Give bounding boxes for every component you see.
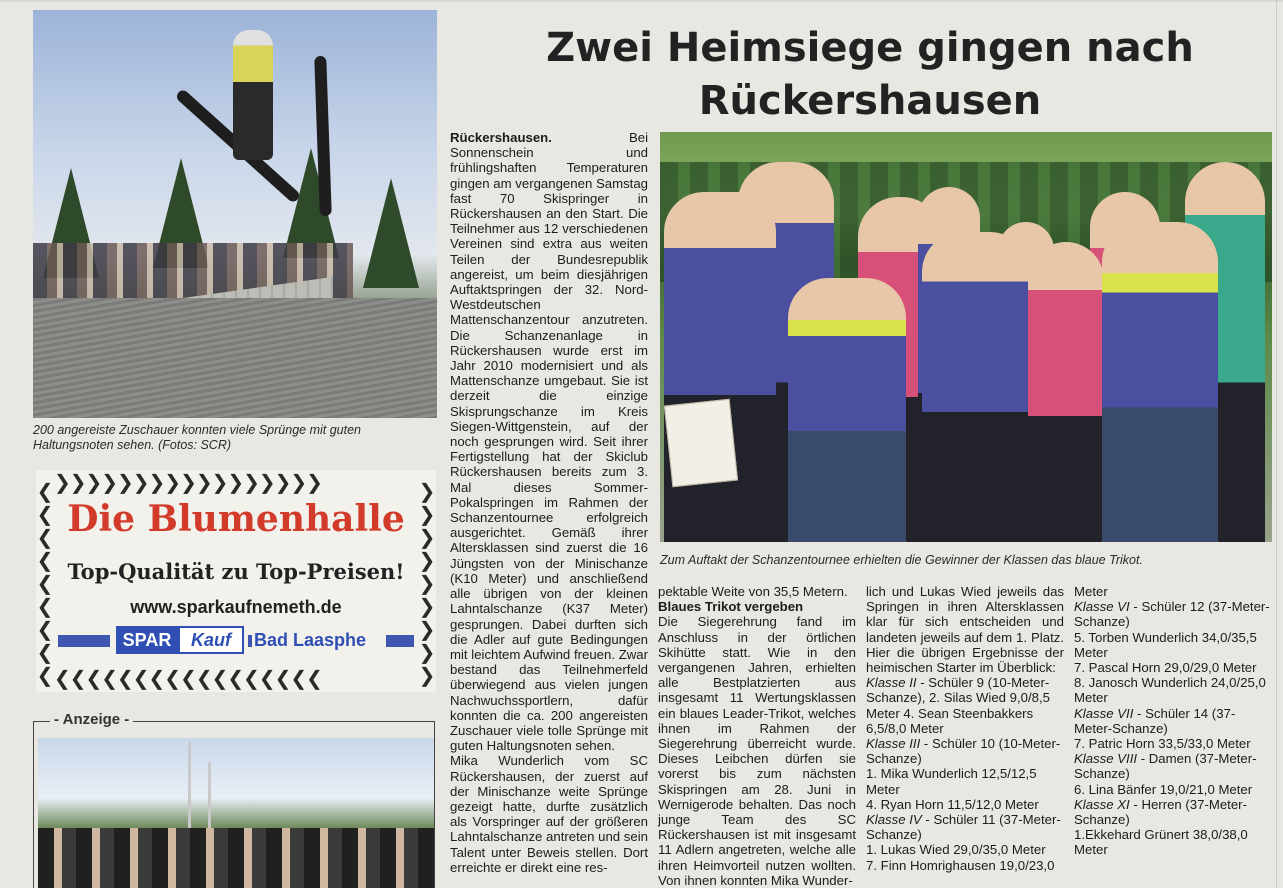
top-rule: [0, 0, 1283, 2]
result-line: 7. Finn Homrighausen 19,0/23,0: [866, 857, 1055, 873]
person: [1102, 222, 1218, 542]
article-text: Bei Sonnenschein und frühlingshaften Temperaturen gingen am vergangenen Samstag fast 70 Skispringer in Rückershausen an den Start. Die Teilnehmer aus 12 verschiedenen Vereinen sind extra aus weiten Teilen der Bundesrepublik angereist, um beim diesjährigen Auftaktspringen der 32. Nord-Westdeutschen Mattenschanzentour anzutreten. Die Schanzenanlage in Rückershausen wurde erst im Jahr 2010 modernisiert und als Mattenschanze umgebaut. Sie ist derzeit die einzige Skisprungschanze im Kreis Siegen-Wittgenstein, auf der noch gesprungen wird. Seit ihrer Fertigstellung hat der Skiclub Rückershausen bereits zum 3. Mal dieses Sommer-Pokalspringen im Rahmen der Schanzentournee erfolgreich ausgerichtet. Gemäß ihrer Altersklassen sind zuerst die 16 Jüngsten von der Minischanze (K10 Meter) und anschließend alle übrigen von der kleinen Lahntalschanze (K37 Meter) gesprungen. Dabei durften sich die Adler auf gute Bedingungen mit leichtem Aufwind freuen. Zwar bestand das Teilnehmerfeld überwiegend aus vielen jungen Nachwuchssportlern, dafür konnten die ca. 200 angereisten Zuschauer viele tolle Sprünge mit guten Haltungsnoten sehen.: [450, 130, 648, 754]
event-crowd: [38, 828, 434, 888]
result-line: 1. Mika Wunderlich 12,5/12,5 Meter: [866, 766, 1037, 797]
ad-slogan: Top-Qualität zu Top-Preisen!: [67, 559, 405, 584]
ad-title: Die Blumenhalle: [67, 498, 405, 540]
article-column-4: [1074, 584, 1272, 858]
article-dateline: Rückershausen.: [450, 130, 552, 145]
result-text: - Schüler 14 (37-Meter-Schanze): [1074, 705, 1236, 736]
article-subhead: Blaues Trikot vergeben: [658, 599, 804, 615]
anzeige-label: - Anzeige -: [50, 711, 133, 728]
person: [788, 278, 906, 542]
ski-jumper-photo: [33, 10, 437, 418]
kauf-logo: Kauf: [178, 626, 244, 654]
team-photo-caption: Zum Auftakt der Schanzentournee erhielten die Gewinner der Klassen das blaue Trikot.: [660, 553, 1143, 567]
article-paragraph: lich und Lukas Wied jeweils das Springen in ihren Altersklassen klar für sich entscheiden und landeten jeweils auf dem 1. Platz. Hier die übrigen Ergebnisse der heimischen Starter im Überblick:: [866, 584, 1064, 676]
article-headline: [470, 22, 1270, 128]
result-line: Meter: [1074, 584, 1108, 599]
result-text: - Schüler 11 (37-Meter-Schanze): [866, 812, 1061, 843]
person: [922, 232, 1030, 542]
result-line: 5. Torben Wunderlich 34,0/35,5 Meter: [1074, 629, 1257, 660]
brand-bar: [58, 635, 110, 647]
ad-chevron-border-left: ❮ ❮ ❮ ❮ ❮ ❮ ❮ ❮ ❮: [36, 479, 54, 687]
article-column-1: [450, 130, 648, 875]
ski-jumper: [233, 30, 273, 160]
result-class: Klasse IV: [866, 812, 922, 828]
right-rule: [1276, 0, 1277, 888]
result-text: - Damen (37-Meter-Schanze): [1074, 751, 1257, 782]
article-paragraph: pektable Weite von 35,5 Metern.: [658, 584, 848, 599]
result-line: [1074, 706, 1272, 736]
result-text: - Schüler 10 (10-Meter-Schanze): [866, 736, 1061, 767]
article-column-2: [658, 584, 856, 888]
person: [1028, 242, 1104, 542]
result-line: 4. Ryan Horn 11,5/12,0 Meter: [866, 796, 1039, 812]
result-text: - Schüler 9 (10-Meter-Schanze), 2. Silas Wied 9,0/8,5 Meter 4. Sean Steenbakkers 6,5/8,0 Meter: [866, 675, 1050, 736]
ad-url[interactable]: www.sparkaufnemeth.de: [130, 597, 342, 617]
article-paragraph: Die Siegerehrung fand im Anschluss in der örtlichen Skihütte statt. Wie in den vergangenen Jahren, erhielten alle Bestplatzierten aus insgesamt 11 Wertungsklassen ein blaues Leader-Trikot, welches ihnen im Rahmen der Siegerehrung überreicht wurde. Dieses Leibchen dürfen sie vorerst bis zum nächsten Skispringen am 28. Juni in Wernigerode behalten. Das noch junge Team des SC Rückershausen ist mit insgesamt 11 Adlern angetreten, welche alle ihren Heimvorteil nutzen wollten. Von ihnen konnten Mika Wunder-: [658, 614, 856, 888]
blumenhalle-ad[interactable]: [36, 470, 436, 692]
headline-line-2: Rückershausen: [698, 78, 1042, 124]
result-line: 7. Pascal Horn 29,0/29,0 Meter: [1074, 660, 1257, 676]
flag-pole: [208, 762, 211, 832]
jump-photo-caption: 200 angereiste Zuschauer konnten viele Sprünge mit guten Haltungsnoten sehen. (Fotos: SCR): [33, 423, 361, 452]
team-photo: [660, 132, 1272, 542]
spar-logo: SPAR: [116, 626, 178, 654]
tree-shape: [363, 178, 419, 288]
result-class: Klasse XI: [1074, 796, 1130, 812]
result-line: 6. Lina Bänfer 19,0/21,0 Meter: [1074, 781, 1253, 797]
result-line: [866, 736, 1064, 766]
result-class: Klasse III: [866, 736, 921, 752]
result-line: 7. Patric Horn 33,5/33,0 Meter: [1074, 736, 1251, 752]
result-line: 8. Janosch Wunderlich 24,0/25,0 Meter: [1074, 675, 1266, 706]
result-class: Klasse VIII: [1074, 751, 1138, 767]
ad-town: Bad Laasphe: [254, 630, 367, 650]
result-class: Klasse VII: [1074, 705, 1134, 721]
article-column-3: [866, 584, 1064, 873]
result-line: [866, 675, 1064, 736]
result-class: Klasse II: [866, 675, 917, 691]
ad-chevron-border-bottom: ❮❮❮❮❮❮❮❮❮❮❮❮❮❮❮❮❮: [54, 666, 322, 690]
ad-brand-row: [58, 626, 414, 654]
result-line: [1074, 599, 1272, 629]
result-class: Klasse VI: [1074, 599, 1130, 615]
flag-pole: [188, 742, 191, 832]
brand-bar: [248, 635, 252, 647]
person: [664, 192, 776, 542]
result-text: - Herren (37-Meter-Schanze): [1074, 796, 1247, 828]
ad-chevron-border-right: ❯ ❯ ❯ ❯ ❯ ❯ ❯ ❯ ❯: [418, 479, 436, 687]
headline-line-1: Zwei Heimsiege gingen nach: [546, 25, 1194, 71]
article-paragraph: Mika Wunderlich vom SC Rückershausen, der zuerst auf der Minischanze weite Sprünge gezeigt hatte, durfte zusätzlich als Vorspringer auf der größeren Lahntalschanze antreten und sein Talent unter Beweis stellen. Dort erreichte er direkt eine res-: [450, 753, 648, 875]
landing-hill: [33, 298, 437, 418]
ad-chevron-border-top: ❯❯❯❯❯❯❯❯❯❯❯❯❯❯❯❯❯: [54, 470, 322, 494]
brand-bar: [386, 635, 414, 647]
article-paragraph: [450, 130, 648, 753]
result-line: 1. Lukas Wied 29,0/35,0 Meter: [866, 842, 1046, 858]
result-text: - Schüler 12 (37-Meter-Schanze): [1074, 599, 1270, 630]
event-photo: [38, 738, 434, 888]
result-line: [866, 812, 1064, 842]
result-line: [1074, 751, 1272, 781]
certificate: [664, 399, 738, 487]
result-line: [1074, 797, 1272, 827]
result-line: 1.Ekkehard Grünert 38,0/38,0 Meter: [1074, 827, 1248, 858]
